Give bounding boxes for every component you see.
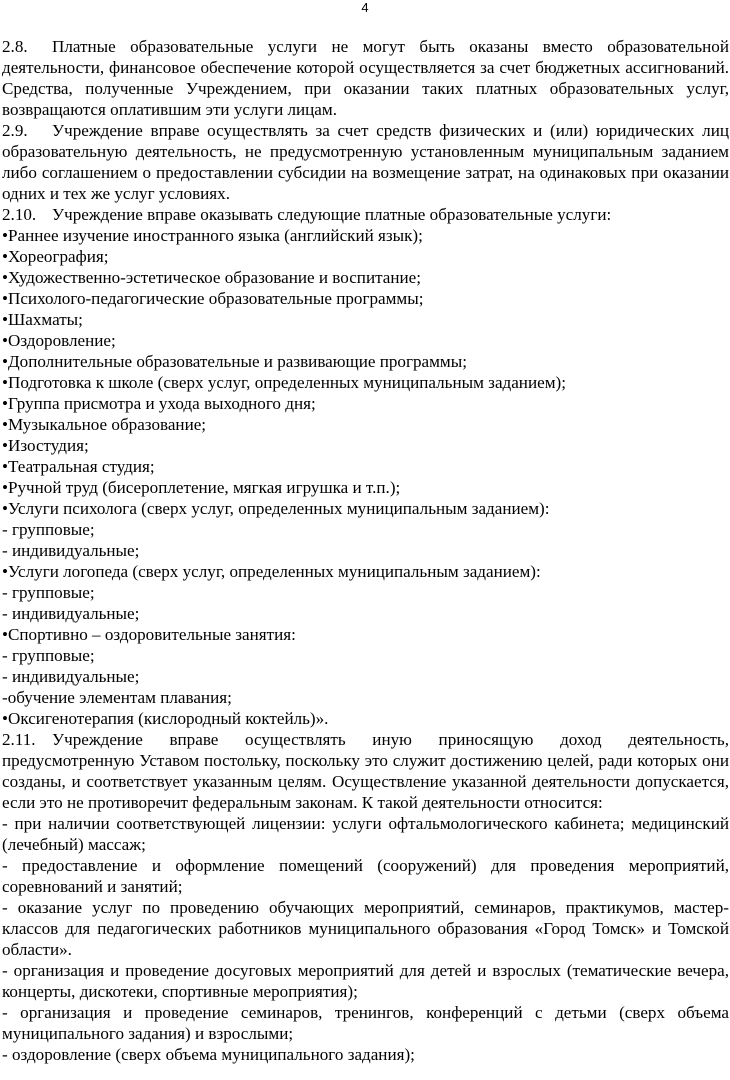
list-item: •Спортивно – оздоровительные занятия: [2,625,296,644]
list-item: •Шахматы; [2,310,83,329]
list-item: - при наличии соответствующей лицензии: услуги офтальмологического кабинета; медицинский (лечебный) массаж; [2,814,729,854]
list-item: •Хореография; [2,247,109,266]
paragraph-2-9 [2,120,729,204]
list-item: •Оздоровление; [2,331,116,350]
list-item: - предоставление и оформление помещений (сооружений) для проведения мероприятий, соревнований и занятий; [2,856,729,896]
paragraph-number: 2.8. [2,37,28,56]
list-item: •Раннее изучение иностранного языка (английский язык); [2,226,423,245]
paragraph-2-11 [2,729,729,813]
list-item: - оказание услуг по проведению обучающих мероприятий, семинаров, практикумов, мастер-классов для педагогических работников муниципального образования «Город Томск» и Томской области». [2,898,729,959]
list-item: •Психолого-педагогические образовательные программы; [2,289,424,308]
list-item: - индивидуальные; [2,541,140,560]
list-item: - индивидуальные; [2,667,140,686]
list-item: - организация и проведение досуговых мероприятий для детей и взрослых (тематические вечера, концерты, дискотеки, спортивные мероприятия); [2,961,729,1001]
activities-list [2,813,729,1065]
list-item: •Подготовка к школе (сверх услуг, определенных муниципальным заданием); [2,373,566,392]
list-item: •Оксигенотерапия (кислородный коктейль)». [2,709,329,728]
list-item: - организация и проведение семинаров, тренингов, конференций с детьми (сверх объема муниципального задания) и взрослыми; [2,1003,729,1043]
list-item: •Услуги психолога (сверх услуг, определенных муниципальным заданием): [2,499,550,518]
list-item: •Театральная студия; [2,457,155,476]
document-body [2,36,729,1065]
list-item: •Дополнительные образовательные и развивающие программы; [2,352,467,371]
list-item: •Группа присмотра и ухода выходного дня; [2,394,316,413]
services-list [2,225,729,729]
page-number: 4 [361,0,369,15]
paragraph-2-10 [2,204,729,225]
paragraph-number: 2.10. [2,205,37,224]
list-item: •Услуги логопеда (сверх услуг, определенных муниципальным заданием): [2,562,541,581]
list-item: •Художественно-эстетическое образование и воспитание; [2,268,422,287]
paragraph-number: 2.9. [2,121,28,140]
paragraph-text: Платные образовательные услуги не могут быть оказаны вместо образовательной деятельности, финансовое обеспечение которой осуществляется за счет бюджетных ассигнований. Средства, полученные Учреждением, при оказании таких платных образовательных услуг, возвращаются оплатившим эти услуги лицам. [2,37,729,119]
list-item: - групповые; [2,583,95,602]
paragraph-text: Учреждение вправе осуществлять за счет средств физических и (или) юридических лиц образовательную деятельность, не предусмотренную установленным муниципальным заданием либо соглашением о предоставлении субсидии на возмещение затрат, на одинаковых при оказании одних и тех же услуг условиях. [2,121,729,203]
paragraph-text: Учреждение вправе оказывать следующие платные образовательные услуги: [52,205,612,224]
paragraph-number: 2.11. [2,730,36,749]
paragraph-2-8 [2,36,729,120]
paragraph-text: Учреждение вправе осуществлять иную приносящую доход деятельность, предусмотренную Уставом постольку, поскольку это служит достижению целей, ради которых они созданы, и соответствует указанным целям. Осуществление указанной деятельности допускается, если это не противоречит федеральным законам. К такой деятельности относится: [2,730,729,812]
list-item: •Ручной труд (бисероплетение, мягкая игрушка и т.п.); [2,478,401,497]
list-item: •Музыкальное образование; [2,415,207,434]
list-item: - групповые; [2,646,95,665]
list-item: - групповые; [2,520,95,539]
list-item: -обучение элементам плавания; [2,688,232,707]
list-item: •Изостудия; [2,436,89,455]
list-item: - оздоровление (сверх объема муниципального задания); [2,1045,415,1064]
list-item: - индивидуальные; [2,604,140,623]
